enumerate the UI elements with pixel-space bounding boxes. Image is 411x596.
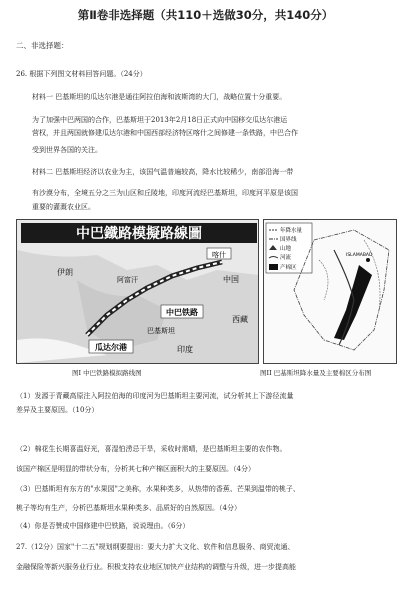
legend-rainfall: 年降水量: [280, 228, 303, 234]
q26-2-line1: （2）棉花生长期喜温好光，喜湿怕涝忌干旱，采收时需晴，是巴基斯坦主要的农作物。: [16, 445, 287, 453]
legend-cotton: 产棉区: [280, 265, 297, 271]
q27-line1: 27.（12分）国家"十二五"规划纲要提出：要大力扩大文化、软件和信息服务、商贸流通、: [16, 543, 295, 551]
material2-line3: 重要的灌溉农业区。: [32, 203, 95, 211]
label-iran: 伊朗: [57, 268, 73, 277]
city-label: ISLAMABAD: [346, 253, 373, 258]
label-tibet: 西藏: [232, 315, 248, 324]
legend-river: 河流: [280, 255, 292, 261]
label-railway: 中巴铁路: [166, 308, 198, 317]
material2-line1: 材料二 巴基斯坦经济以农业为主，该国气温普遍较高，降水比较稀少，南部沿海一带: [32, 168, 294, 176]
q27-line2: 金融保险等新兴服务业行业。积极支持农业地区加快产业结构的调整与升级，进一步提高能: [16, 563, 296, 571]
q26-4: （4）你是否赞成中国修建中巴铁路，说说理由。（6分）: [16, 522, 190, 530]
map-banner: 中巴鐵路模擬路線圖: [76, 226, 202, 242]
label-afghan: 阿富汗: [117, 276, 138, 284]
label-pakistan: 巴基斯坦: [147, 327, 175, 335]
q26-3-line2: 桃子等均有生产，分析巴基斯坦水果种类多、品质好的自然原因。（4分）: [16, 504, 241, 512]
railway-map: [16, 219, 259, 364]
label-china: 中国: [223, 275, 239, 284]
label-port: 瓜达尔港: [95, 343, 127, 352]
page-title: 第Ⅱ卷非选择题（共110＋选做30分，共140分）: [77, 8, 334, 22]
material1-line2: 为了加强中巴两国的合作，巴基斯坦于2013年2月18日正式向中国移交瓜达尔港运: [32, 116, 288, 124]
q26-2-line2: 该国产棉区是明显的带状分布，分析其七种产棉区面积大的主要原因。（4分）: [16, 465, 255, 473]
legend-border: 国界线: [280, 237, 297, 243]
legend-mountain: 山地: [280, 246, 292, 252]
material1-line3: 营权，并且两国就修建瓜达尔港和中国西部经济特区喀什之间修建一条铁路，中巴合作: [32, 129, 298, 137]
label-kashgar: 喀什: [212, 251, 226, 259]
cotton-map: [263, 219, 397, 364]
q26-3-line1: （3）巴基斯坦有东方的"水果园"之美称，水果种类多，从热带的香蕉、芒果到温带的桃子、: [16, 485, 300, 493]
material2-line2: 有沙漠分布，全境五分之三为山区和丘陵地，印度河流经巴基斯坦，印度河平原是该国: [32, 189, 298, 197]
section-label: 二、非选择题：: [16, 41, 69, 50]
material1-line1: 材料一 巴基斯坦的瓜达尔港是通往阿拉伯海和波斯湾的大门，战略位置十分重要。: [32, 93, 287, 101]
railway-map-svg: [17, 220, 258, 363]
map2-caption: 图II 巴基斯坦降水量及主要棉区分布图: [260, 369, 372, 377]
material1-line4: 受到世界各国的关注。: [32, 146, 102, 154]
cotton-map-svg: [264, 220, 396, 363]
q26-stem: 26. 根据下列图文材料回答问题。（24分）: [16, 70, 147, 78]
q26-1-line1: （1）发源于青藏高原注入阿拉伯海的印度河为巴基斯坦主要河流，试分析其上下游径流量: [16, 392, 294, 400]
map1-caption: 图I 中巴铁路模拟路线图: [72, 369, 142, 377]
label-india: 印度: [177, 345, 193, 354]
q26-1-line2: 差异及主要原因。（10分）: [16, 406, 99, 414]
